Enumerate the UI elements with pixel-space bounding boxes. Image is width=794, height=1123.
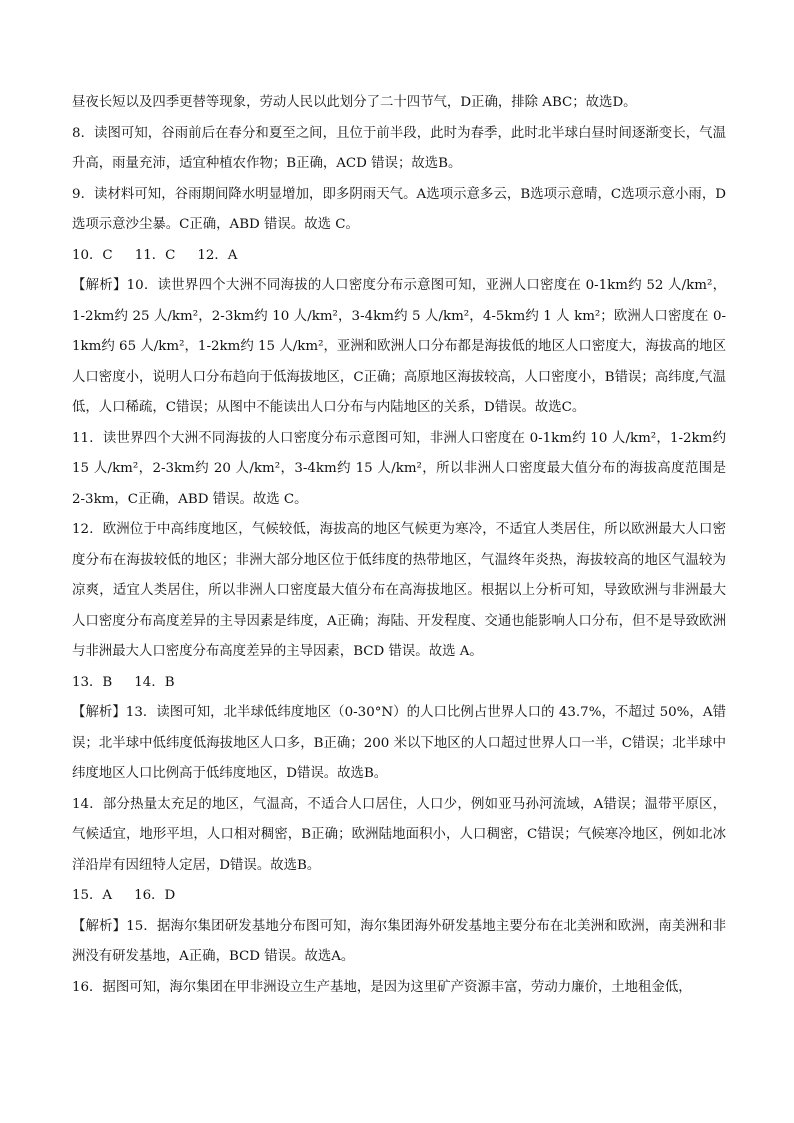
analysis-15-text: 15．据海尔集团研发基地分布图可知，海尔集团海外研发基地主要分布在北美洲和欧洲，南美洲和非洲没有研发基地，A正确，BCD 错误。故选A。 [72,918,726,964]
analysis-10-text: 10．读世界四个大洲不同海拔的人口密度分布示意图可知，亚洲人口密度在 0-1km约 52 人/km²，1-2km约 25 人/km²，2-3km约 10 人/km²，3-4km约 5 人/km²，4-5km约 1 人 km²；欧洲人口密度在 0-1km约 65 人/km²，1-2km约 15 人/km²，亚洲和欧洲人口分布都是海拔低的地区人口密度大，海拔高的地区人口密度小，说明人口分布趋向于低海拔地区，C正确；高原地区海拔较高，人口密度小，B错误；高纬度,气温低，人口稀疏，C错误；从图中不能读出人口分布与内陆地区的关系，D错误。故选C。 [72,278,726,415]
analysis-13-text: 13．读图可知，北半球低纬度地区（0-30°N）的人口比例占世界人口的 43.7%，不超过 50%，A错误；北半球中低纬度低海拔地区人口多，B正确；200 米以下地区的人口超过世界人口一半，C错误；北半球中纬度地区人口比例高于低纬度地区，D错误。故选B。 [72,705,726,781]
analysis-15 [72,912,726,973]
analysis-label: 【解析】 [72,918,127,934]
analysis-10 [72,271,726,424]
analysis-12: 12．欧洲位于中高纬度地区，气候较低，海拔高的地区气候更为寒冷，不适宜人类居住，所以欧洲最大人口密度分布在海拔较低的地区；非洲大部分地区位于低纬度的热带地区，气温终年炎热，海拔较高的地区气温较为凉爽，适宜人类居住，所以非洲人口密度最大值分布在高海拔地区。根据以上分析可知，导致欧洲与非洲最大人口密度分布高度差异的主导因素是纬度，A正确；海陆、开发程度、交通也能影响人口分布，但不是导致欧洲与非洲最大人口密度分布高度差异的主导因素，BCD 错误。故选 A。 [72,522,726,659]
answer-15: 15．A [72,888,113,903]
analysis-13 [72,698,726,790]
answer-line-10-12 [72,241,726,272]
paragraph-7-continued: 昼夜长短以及四季更替等现象，劳动人民以此划分了二十四节气，D正确，排除 ABC；故选D。 [72,95,637,110]
analysis-16: 16．据图可知，海尔集团在甲非洲设立生产基地，是因为这里矿产资源丰富，劳动力廉价，土地租金低， [72,979,692,995]
answer-12: 12．A [197,247,238,263]
answer-13: 13．B [72,674,113,690]
answer-line-15-16 [72,881,726,912]
answer-11: 11．C [134,247,176,263]
analysis-14: 14．部分热量太充足的地区，气温高，不适合人口居住，人口少，例如亚马孙河流域，A错误；温带平原区，气候适宜，地形平坦，人口相对稠密，B正确；欧洲陆地面积小，人口稠密，C错误；气候寒冷地区，例如北冰洋沿岸有因纽特人定居，D错误。故选B。 [72,796,726,873]
answer-explanations [72,88,726,1003]
paragraph-8: 8．读图可知，谷雨前后在春分和夏至之间，且位于前半段，此时为春季，此时北半球白昼时间逐渐变长，气温升高，雨量充沛，适宜种植农作物；B正确，ACD 错误；故选B。 [72,125,726,171]
answer-16: 16．D [134,888,176,903]
answer-line-13-14 [72,668,726,699]
analysis-11: 11．读世界四个大洲不同海拔的人口密度分布示意图可知，非洲人口密度在 0-1km约 10 人/km²，1-2km约 15 人/km²，2-3km约 20 人/km²，3-4km约 15 人/km²，所以非洲人口密度最大值分布的海拔高度范围是 2-3km，C正确，ABD 错误。故选 C。 [72,430,726,507]
paragraph-9: 9．读材料可知，谷雨期间降水明显增加，即多阴雨天气。A选项示意多云，B选项示意晴，C选项示意小雨，D选项示意沙尘暴。C正确，ABD 错误。故选 C。 [72,186,726,232]
answer-10: 10．C [72,247,113,263]
analysis-label: 【解析】 [72,278,127,293]
answer-14: 14．B [134,674,175,690]
analysis-label: 【解析】 [72,705,126,720]
